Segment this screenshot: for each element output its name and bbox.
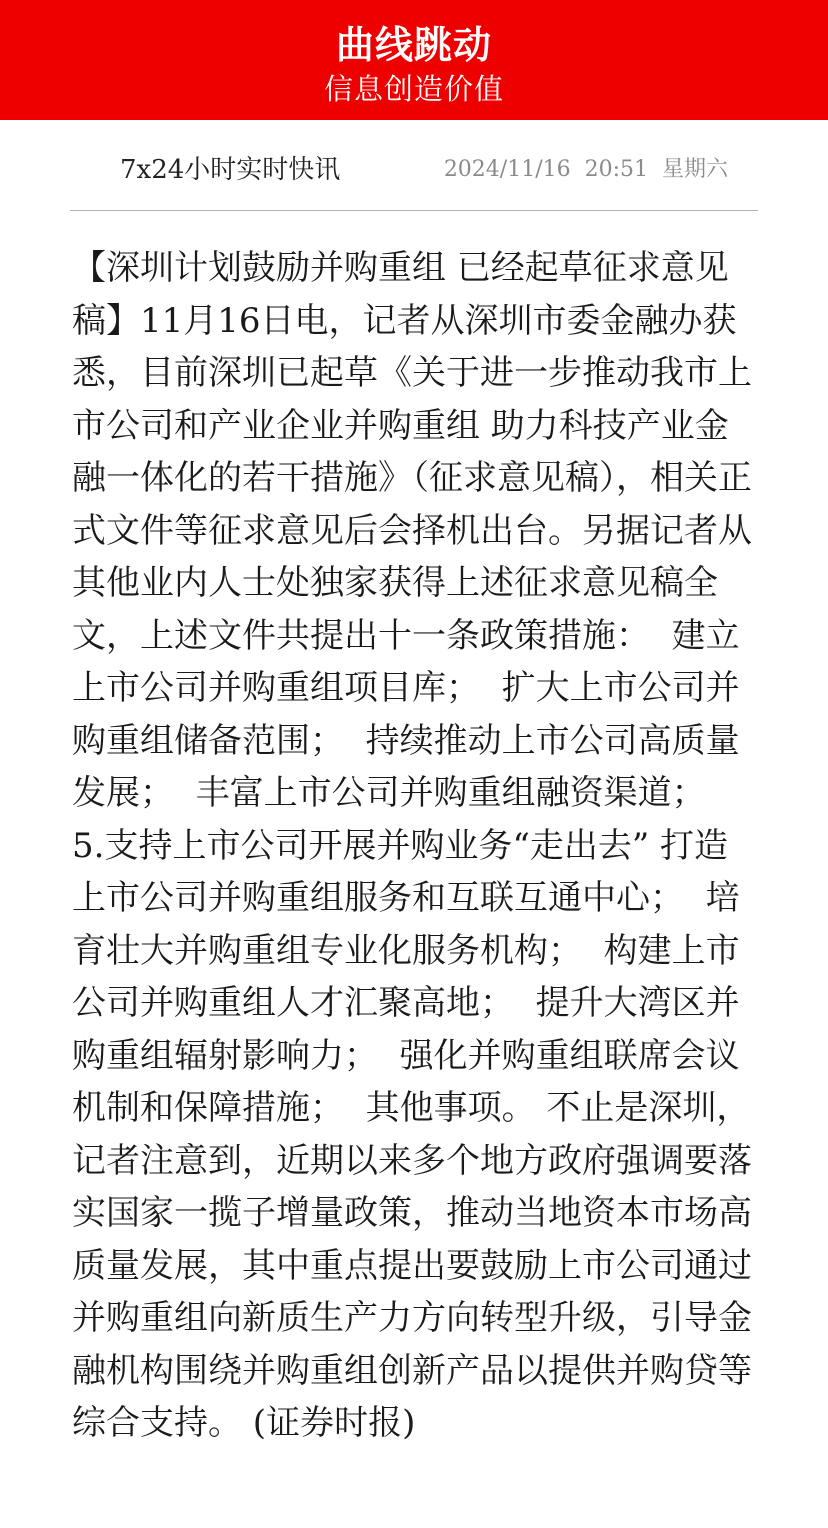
site-title: 曲线跳动 [335, 22, 492, 67]
news-meta-row [70, 150, 758, 190]
feed-label: 7x24小时实时快讯 [120, 155, 341, 185]
meta-divider [70, 210, 758, 211]
header-banner [0, 0, 828, 120]
article-body: 【深圳计划鼓励并购重组 已经起草征求意见稿】11月16日电，记者从深圳市委金融办获悉，目前深圳已起草《关于进一步推动我市上市公司和产业企业并购重组 助力科技产业金融一体化的若干措施》（征求意见稿），相关正式文件等征求意见后会择机出台。另据记者从其他业内人士处独家获得上述征求意见稿全文，上述文件共提出十一条政策措施： 建立上市公司并购重组项目库； 扩大上市公司并购重组储备范围； 持续推动上市公司高质量发展； 丰富上市公司并购重组融资渠道； 5.支持上市公司开展并购业务“走出去” 打造上市公司并购重组服务和互联互通中心； 培育壮大并购重组专业化服务机构； 构建上市公司并购重组人才汇聚高地； 提升大湾区并购重组辐射影响力； 强化并购重组联席会议机制和保障措施； 其他事项。 不止是深圳，记者注意到，近期以来多个地方政府强调要落实国家一揽子增量政策，推动当地资本市场高质量发展，其中重点提出要鼓励上市公司通过并购重组向新质生产力方向转型升级，引导金融机构围绕并购重组创新产品以提供并购贷等综合支持。 (证券时报) [72, 248, 752, 1443]
publish-datetime: 2024/11/16 20:51 星期六 [443, 157, 728, 182]
site-slogan: 信息创造价值 [323, 72, 504, 106]
